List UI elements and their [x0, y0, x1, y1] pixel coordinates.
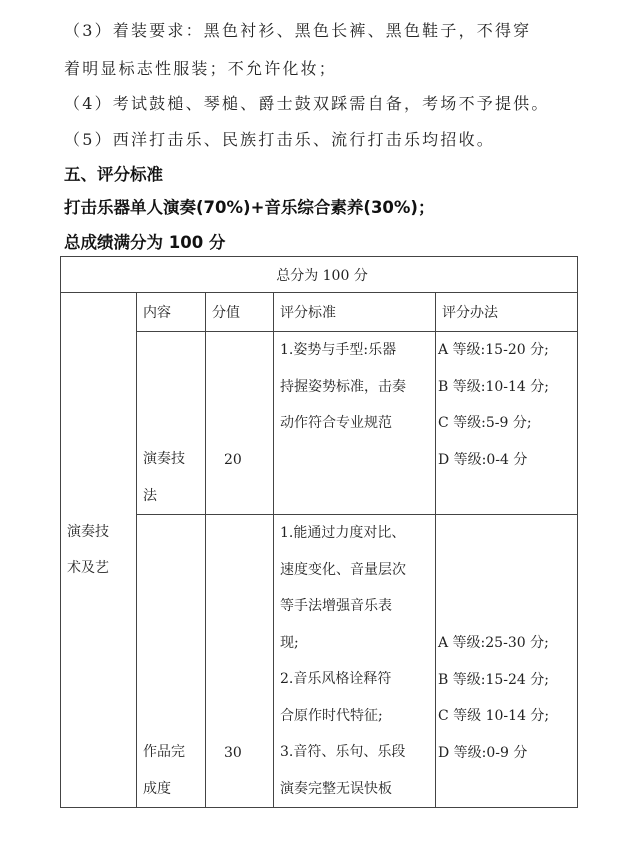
row-label-cell — [61, 293, 137, 808]
content-cell — [137, 332, 206, 515]
criteria-line: 合原作时代特征; — [280, 707, 383, 724]
criteria-line: 2.音乐风格诠释符 — [280, 671, 392, 687]
grading-line: D 等级:0-4 分 — [438, 451, 528, 468]
table-row — [61, 332, 578, 515]
criteria-line: 速度变化、音量层次 — [280, 561, 406, 578]
grading-line: D 等级:0-9 分 — [438, 744, 528, 761]
criteria-line: 动作符合专业规范 — [280, 415, 392, 431]
score-value: 30 — [224, 744, 242, 761]
criteria-line: 等手法增强音乐表 — [280, 598, 392, 614]
score-cell — [206, 332, 274, 515]
score-cell — [206, 515, 274, 808]
criteria-line: 现; — [280, 634, 299, 651]
criteria-cell — [274, 332, 436, 515]
score-value: 20 — [224, 451, 242, 468]
grading-line: C 等级 10-14 分; — [438, 708, 550, 724]
header-score: 分值 — [206, 293, 274, 332]
content-line: 演奏技 — [143, 451, 185, 467]
header-content: 内容 — [137, 293, 206, 332]
content-cell — [137, 515, 206, 808]
content-line: 法 — [143, 487, 157, 504]
paragraph-mallets: （4）考试鼓槌、琴槌、爵士鼓双踩需自备，考场不予提供。 — [64, 94, 550, 113]
criteria-cell — [274, 515, 436, 808]
row-label-line: 术及艺 — [67, 560, 109, 576]
section-heading: 五、评分标准 — [64, 165, 163, 184]
grading-line: C 等级:5-9 分; — [438, 415, 532, 431]
content-line: 成度 — [143, 780, 171, 797]
grading-line: B 等级:15-24 分; — [438, 671, 549, 688]
criteria-line: 持握姿势标准，击奏 — [280, 378, 406, 395]
grading-line: B 等级:10-14 分; — [438, 378, 549, 395]
table-row — [61, 515, 578, 808]
grading-line: A 等级:15-20 分; — [438, 342, 549, 358]
header-criteria: 评分标准 — [274, 293, 436, 332]
criteria-line: 演奏完整无误快板 — [280, 780, 392, 797]
paragraph-attire-line2: 着明显标志性服装；不允许化妆； — [64, 59, 338, 78]
grading-cell — [436, 515, 578, 808]
scoring-table — [60, 256, 578, 808]
grading-line: A 等级:25-30 分; — [438, 635, 549, 651]
paragraph-attire-line1: （3）着装要求：黑色衬衫、黑色长裤、黑色鞋子，不得穿 — [64, 21, 532, 40]
header-grading: 评分办法 — [436, 293, 578, 332]
grading-cell — [436, 332, 578, 515]
content-line: 作品完 — [143, 744, 185, 760]
total-score-line: 总成绩满分为 100 分 — [64, 233, 226, 252]
score-composition-line: 打击乐器单人演奏(70%)+音乐综合素养(30%)； — [64, 198, 435, 217]
criteria-line: 1.能通过力度对比、 — [280, 525, 406, 541]
paragraph-categories: （5）西洋打击乐、民族打击乐、流行打击乐均招收。 — [64, 130, 495, 149]
criteria-line: 3.音符、乐句、乐段 — [280, 744, 406, 760]
table-title: 总分为 100 分 — [61, 257, 578, 293]
row-label-line: 演奏技 — [67, 523, 109, 540]
criteria-line: 1.姿势与手型:乐器 — [280, 342, 397, 358]
